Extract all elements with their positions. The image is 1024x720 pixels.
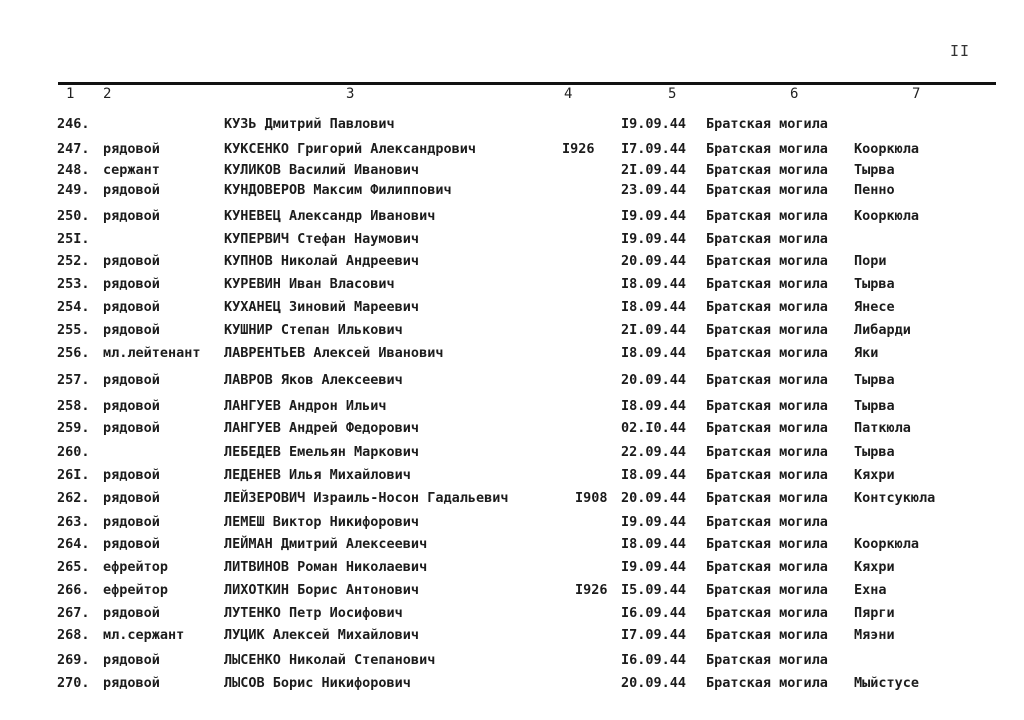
table-row	[0, 141, 1024, 161]
row-number: 250.	[57, 208, 90, 224]
burial-type: Братская могила	[706, 420, 828, 436]
rank: сержант	[103, 162, 160, 178]
full-name: ЛИТВИНОВ Роман Николаевич	[224, 559, 428, 575]
rank: рядовой	[103, 372, 160, 388]
column-header-1: 1	[66, 86, 75, 102]
row-number: 262.	[57, 490, 90, 506]
row-number: 249.	[57, 182, 90, 198]
burial-type: Братская могила	[706, 514, 828, 530]
burial-type: Братская могила	[706, 582, 828, 598]
birth-year: I926	[562, 141, 595, 157]
full-name: ЛУТЕНКО Петр Иосифович	[224, 605, 403, 621]
rank: рядовой	[103, 467, 160, 483]
row-number: 252.	[57, 253, 90, 269]
burial-place: Тырва	[854, 162, 895, 178]
full-name: КУНДОВЕРОВ Максим Филиппович	[224, 182, 452, 198]
death-date: I7.09.44	[621, 627, 687, 643]
burial-place: Тырва	[854, 276, 895, 292]
burial-place: Либарди	[854, 322, 911, 338]
full-name: ЛАВРОВ Яков Алексеевич	[224, 372, 403, 388]
burial-place: Ехна	[854, 582, 887, 598]
row-number: 254.	[57, 299, 90, 315]
table-row	[0, 444, 1024, 464]
full-name: ЛАНГУЕВ Андрей Федорович	[224, 420, 420, 436]
burial-place: Тырва	[854, 444, 895, 460]
burial-type: Братская могила	[706, 208, 828, 224]
table-row	[0, 208, 1024, 228]
death-date: 22.09.44	[621, 444, 687, 460]
burial-place: Янесе	[854, 299, 895, 315]
rank: рядовой	[103, 253, 160, 269]
full-name: ЛИХОТКИН Борис Антонович	[224, 582, 420, 598]
row-number: 246.	[57, 116, 90, 132]
row-number: 263.	[57, 514, 90, 530]
table-row	[0, 398, 1024, 418]
row-number: 255.	[57, 322, 90, 338]
table-row	[0, 490, 1024, 510]
column-header-2: 2	[103, 86, 112, 102]
table-row	[0, 253, 1024, 273]
burial-place: Яки	[854, 345, 879, 361]
rank: рядовой	[103, 490, 160, 506]
full-name: КУЗЬ Дмитрий Павлович	[224, 116, 395, 132]
rank: рядовой	[103, 605, 160, 621]
rank: рядовой	[103, 675, 160, 691]
burial-type: Братская могила	[706, 231, 828, 247]
death-date: I6.09.44	[621, 652, 687, 668]
table-row	[0, 514, 1024, 534]
burial-place: Кооркюла	[854, 208, 920, 224]
burial-place: Тырва	[854, 398, 895, 414]
birth-year: I908	[575, 490, 608, 506]
column-header-5: 5	[668, 86, 677, 102]
burial-type: Братская могила	[706, 116, 828, 132]
table-row	[0, 559, 1024, 579]
death-date: I9.09.44	[621, 559, 687, 575]
rank: рядовой	[103, 322, 160, 338]
rank: рядовой	[103, 536, 160, 552]
header-rule	[58, 82, 996, 85]
burial-place: Пори	[854, 253, 887, 269]
death-date: 23.09.44	[621, 182, 687, 198]
death-date: I8.09.44	[621, 467, 687, 483]
burial-place: Кооркюла	[854, 141, 920, 157]
table-row	[0, 582, 1024, 602]
table-row	[0, 675, 1024, 695]
death-date: I5.09.44	[621, 582, 687, 598]
column-header-6: 6	[790, 86, 799, 102]
death-date: 20.09.44	[621, 253, 687, 269]
burial-type: Братская могила	[706, 627, 828, 643]
burial-type: Братская могила	[706, 467, 828, 483]
burial-type: Братская могила	[706, 372, 828, 388]
full-name: КУПНОВ Николай Андреевич	[224, 253, 420, 269]
death-date: I7.09.44	[621, 141, 687, 157]
full-name: ЛЫСЕНКО Николай Степанович	[224, 652, 436, 668]
row-number: 258.	[57, 398, 90, 414]
rank: рядовой	[103, 398, 160, 414]
table-row	[0, 162, 1024, 182]
full-name: КУХАНЕЦ Зиновий Мареевич	[224, 299, 420, 315]
burial-type: Братская могила	[706, 605, 828, 621]
column-header-3: 3	[346, 86, 355, 102]
burial-type: Братская могила	[706, 253, 828, 269]
death-date: I8.09.44	[621, 398, 687, 414]
row-number: 25I.	[57, 231, 90, 247]
row-number: 247.	[57, 141, 90, 157]
full-name: ЛАНГУЕВ Андрон Ильич	[224, 398, 387, 414]
row-number: 266.	[57, 582, 90, 598]
burial-place: Тырва	[854, 372, 895, 388]
row-number: 265.	[57, 559, 90, 575]
rank: ефрейтор	[103, 559, 169, 575]
burial-type: Братская могила	[706, 182, 828, 198]
full-name: КУКСЕНКО Григорий Александрович	[224, 141, 476, 157]
row-number: 264.	[57, 536, 90, 552]
full-name: КУШНИР Степан Илькович	[224, 322, 403, 338]
death-date: 20.09.44	[621, 372, 687, 388]
death-date: I8.09.44	[621, 299, 687, 315]
row-number: 260.	[57, 444, 90, 460]
column-header-4: 4	[564, 86, 573, 102]
burial-type: Братская могила	[706, 345, 828, 361]
rank: рядовой	[103, 420, 160, 436]
table-row	[0, 536, 1024, 556]
row-number: 268.	[57, 627, 90, 643]
burial-type: Братская могила	[706, 536, 828, 552]
death-date: 20.09.44	[621, 490, 687, 506]
full-name: ЛЕЙЗЕРОВИЧ Израиль-Носон Гадальевич	[224, 490, 509, 506]
rank: мл.лейтенант	[103, 345, 201, 361]
row-number: 253.	[57, 276, 90, 292]
rank: рядовой	[103, 141, 160, 157]
row-number: 248.	[57, 162, 90, 178]
burial-type: Братская могила	[706, 490, 828, 506]
rank: рядовой	[103, 652, 160, 668]
burial-type: Братская могила	[706, 652, 828, 668]
death-date: 2I.09.44	[621, 162, 687, 178]
burial-type: Братская могила	[706, 162, 828, 178]
full-name: ЛЕДЕНЕВ Илья Михайлович	[224, 467, 411, 483]
table-row	[0, 420, 1024, 440]
burial-type: Братская могила	[706, 322, 828, 338]
full-name: ЛЕМЕШ Виктор Никифорович	[224, 514, 420, 530]
burial-place: Кяхри	[854, 559, 895, 575]
death-date: 02.I0.44	[621, 420, 687, 436]
row-number: 257.	[57, 372, 90, 388]
death-date: I8.09.44	[621, 536, 687, 552]
rank: рядовой	[103, 182, 160, 198]
burial-place: Пенно	[854, 182, 895, 198]
full-name: КУРЕВИН Иван Власович	[224, 276, 395, 292]
burial-type: Братская могила	[706, 398, 828, 414]
death-date: I6.09.44	[621, 605, 687, 621]
table-row	[0, 605, 1024, 625]
death-date: 2I.09.44	[621, 322, 687, 338]
death-date: I9.09.44	[621, 116, 687, 132]
full-name: ЛЕБЕДЕВ Емельян Маркович	[224, 444, 420, 460]
full-name: ЛЫСОВ Борис Никифорович	[224, 675, 411, 691]
burial-type: Братская могила	[706, 675, 828, 691]
rank: рядовой	[103, 208, 160, 224]
full-name: ЛУЦИК Алексей Михайлович	[224, 627, 420, 643]
row-number: 269.	[57, 652, 90, 668]
death-date: 20.09.44	[621, 675, 687, 691]
full-name: ЛАВРЕНТЬЕВ Алексей Иванович	[224, 345, 444, 361]
table-row	[0, 299, 1024, 319]
rank: ефрейтор	[103, 582, 169, 598]
burial-type: Братская могила	[706, 276, 828, 292]
burial-place: Контсукюла	[854, 490, 936, 506]
full-name: КУЛИКОВ Василий Иванович	[224, 162, 420, 178]
table-row	[0, 652, 1024, 672]
table-row	[0, 467, 1024, 487]
burial-place: Кяхри	[854, 467, 895, 483]
table-row	[0, 182, 1024, 202]
table-row	[0, 231, 1024, 251]
table-row	[0, 627, 1024, 647]
burial-place: Пярги	[854, 605, 895, 621]
full-name: КУПЕРВИЧ Стефан Наумович	[224, 231, 420, 247]
burial-place: Мыйстусе	[854, 675, 920, 691]
death-date: I9.09.44	[621, 514, 687, 530]
full-name: ЛЕЙМАН Дмитрий Алексеевич	[224, 536, 428, 552]
row-number: 26I.	[57, 467, 90, 483]
burial-type: Братская могила	[706, 141, 828, 157]
death-date: I8.09.44	[621, 345, 687, 361]
row-number: 259.	[57, 420, 90, 436]
rank: рядовой	[103, 276, 160, 292]
rank: рядовой	[103, 514, 160, 530]
table-row	[0, 372, 1024, 392]
burial-type: Братская могила	[706, 299, 828, 315]
burial-place: Паткюла	[854, 420, 911, 436]
table-row	[0, 116, 1024, 136]
column-header-7: 7	[912, 86, 921, 102]
page-number: II	[950, 42, 971, 60]
birth-year: I926	[575, 582, 608, 598]
burial-type: Братская могила	[706, 559, 828, 575]
table-row	[0, 322, 1024, 342]
full-name: КУНЕВЕЦ Александр Иванович	[224, 208, 436, 224]
table-row	[0, 345, 1024, 365]
rank: рядовой	[103, 299, 160, 315]
death-date: I8.09.44	[621, 276, 687, 292]
burial-place: Кооркюла	[854, 536, 920, 552]
row-number: 267.	[57, 605, 90, 621]
table-row	[0, 276, 1024, 296]
burial-place: Мяэни	[854, 627, 895, 643]
row-number: 256.	[57, 345, 90, 361]
rank: мл.сержант	[103, 627, 185, 643]
row-number: 270.	[57, 675, 90, 691]
death-date: I9.09.44	[621, 231, 687, 247]
death-date: I9.09.44	[621, 208, 687, 224]
burial-type: Братская могила	[706, 444, 828, 460]
